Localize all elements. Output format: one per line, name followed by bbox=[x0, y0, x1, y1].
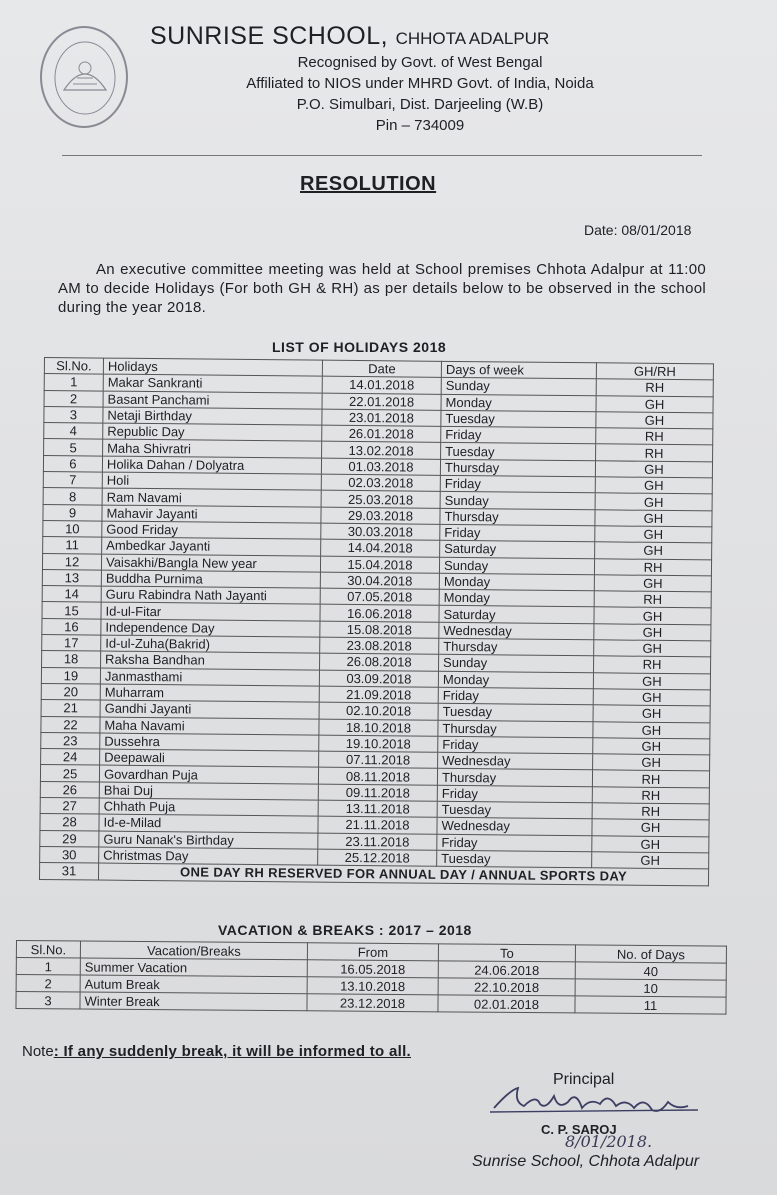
table-cell: RH bbox=[596, 379, 713, 396]
page-title: RESOLUTION bbox=[300, 173, 437, 195]
table-cell: 02.01.2018 bbox=[438, 995, 575, 1013]
table-cell: 25.03.2018 bbox=[321, 491, 440, 508]
table-cell: Friday bbox=[438, 736, 593, 754]
table-cell: Tuesday bbox=[441, 443, 596, 461]
document-date: Date: 08/01/2018 bbox=[584, 222, 692, 238]
table-cell: 23.01.2018 bbox=[322, 409, 441, 426]
table-cell: 15 bbox=[42, 602, 101, 619]
table-cell: 24.06.2018 bbox=[438, 961, 575, 979]
table-cell: 7 bbox=[43, 472, 102, 489]
table-cell: Friday bbox=[441, 427, 596, 445]
holidays-caption: LIST OF HOLIDAYS 2018 bbox=[272, 339, 447, 355]
header-divider bbox=[62, 155, 702, 156]
intro-text: An executive committee meeting was held at School premises Chhota Adalpur at 11:00 AM to decide Holidays (For both GH & RH) as per details below to be observed in the school during the year 2018. bbox=[58, 261, 706, 316]
table-cell: Muharram bbox=[100, 684, 319, 702]
table-cell: Id-ul-Fitar bbox=[101, 603, 320, 621]
table-cell: 15.04.2018 bbox=[320, 556, 439, 573]
table-cell: GH bbox=[593, 689, 710, 706]
table-cell: 30.03.2018 bbox=[321, 523, 440, 540]
table-cell: 25.12.2018 bbox=[318, 849, 437, 866]
table-cell: Thursday bbox=[440, 508, 595, 526]
table-cell: Holika Dahan / Dolyatra bbox=[102, 456, 321, 474]
table-cell: GH bbox=[592, 819, 709, 836]
table-cell: GH bbox=[593, 705, 710, 722]
table-cell: 08.11.2018 bbox=[318, 768, 437, 785]
table-cell: 22.10.2018 bbox=[438, 978, 575, 996]
table-cell: Republic Day bbox=[103, 423, 322, 441]
table-cell: 12 bbox=[42, 553, 101, 570]
table-cell: Sunday bbox=[441, 378, 596, 396]
table-cell: 23 bbox=[41, 732, 100, 749]
table-cell: 17 bbox=[42, 635, 101, 652]
table-cell: Id-e-Milad bbox=[99, 814, 318, 832]
table-cell: Chhath Puja bbox=[99, 798, 318, 816]
table-cell: 10 bbox=[575, 979, 726, 997]
signatory-role: Principal bbox=[553, 1071, 615, 1088]
table-cell: Autum Break bbox=[80, 975, 307, 994]
table-cell: Vaisakhi/Bangla New year bbox=[101, 554, 320, 572]
vacation-table bbox=[15, 940, 727, 1015]
table-cell: GH bbox=[595, 509, 712, 526]
table-cell: Friday bbox=[438, 687, 593, 705]
table-cell: Christmas Day bbox=[99, 847, 318, 865]
col-header-day: Days of week bbox=[441, 361, 596, 379]
table-cell: 19.10.2018 bbox=[319, 735, 438, 752]
table-cell: 16.06.2018 bbox=[320, 605, 439, 622]
reserved-day-note: ONE DAY RH RESERVED FOR ANNUAL DAY / ANNUAL SPORTS DAY bbox=[98, 863, 708, 885]
table-cell: Holi bbox=[102, 472, 321, 490]
table-cell: Basant Panchami bbox=[103, 391, 322, 409]
table-cell: 21.11.2018 bbox=[318, 816, 437, 833]
table-cell: 31 bbox=[39, 863, 98, 880]
table-cell: 21.09.2018 bbox=[319, 686, 438, 703]
table-cell: GH bbox=[595, 477, 712, 494]
table-cell: RH bbox=[594, 558, 711, 575]
table-cell: 22 bbox=[41, 716, 100, 733]
signatory-name: C. P. SAROJ bbox=[541, 1122, 617, 1137]
table-cell: Monday bbox=[438, 671, 593, 689]
table-cell: RH bbox=[592, 770, 709, 787]
note-text: : If any suddenly break, it will be informed to all. bbox=[53, 1043, 412, 1060]
table-cell: RH bbox=[593, 656, 710, 673]
table-cell: 19 bbox=[41, 667, 100, 684]
table-cell: Makar Sankranti bbox=[103, 374, 322, 392]
table-cell: 6 bbox=[43, 455, 102, 472]
table-cell: Friday bbox=[437, 785, 592, 803]
table-cell: Monday bbox=[439, 573, 594, 591]
col-header-from: From bbox=[307, 943, 438, 961]
table-cell: GH bbox=[595, 493, 712, 510]
holidays-body bbox=[39, 374, 713, 886]
table-cell: 02.10.2018 bbox=[319, 702, 438, 719]
table-cell: 01.03.2018 bbox=[321, 458, 440, 475]
vacation-caption: VACATION & BREAKS : 2017 – 2018 bbox=[218, 922, 472, 938]
table-cell: Wednesday bbox=[437, 818, 592, 836]
table-cell: 11 bbox=[43, 537, 102, 554]
table-cell: 23.12.2018 bbox=[307, 994, 438, 1012]
table-cell: Netaji Birthday bbox=[103, 407, 322, 425]
table-cell: 1 bbox=[16, 958, 80, 976]
col-header-to: To bbox=[438, 944, 575, 962]
table-cell: RH bbox=[592, 787, 709, 804]
table-cell: 29 bbox=[40, 830, 99, 847]
school-location: CHHOTA ADALPUR bbox=[395, 29, 550, 48]
col-header-slno: Sl.No. bbox=[16, 941, 80, 959]
handwritten-signature bbox=[488, 1080, 703, 1125]
table-cell: Raksha Bandhan bbox=[101, 651, 320, 669]
table-cell: 18 bbox=[42, 651, 101, 668]
table-cell: Wednesday bbox=[438, 752, 593, 770]
school-name-text: SUNRISE SCHOOL, bbox=[150, 22, 389, 50]
intro-paragraph bbox=[58, 260, 706, 317]
table-cell: GH bbox=[594, 575, 711, 592]
table-cell: GH bbox=[593, 672, 710, 689]
table-cell: Sunday bbox=[440, 492, 595, 510]
note-line bbox=[22, 1043, 411, 1060]
table-cell: Guru Rabindra Nath Jayanti bbox=[101, 586, 320, 604]
table-cell: 8 bbox=[43, 488, 102, 505]
table-cell: 21 bbox=[41, 700, 100, 717]
table-cell: Friday bbox=[437, 834, 592, 852]
table-cell: 26.08.2018 bbox=[320, 654, 439, 671]
table-cell: Maha Navami bbox=[100, 717, 319, 735]
table-cell: 02.03.2018 bbox=[321, 474, 440, 491]
table-cell: GH bbox=[595, 542, 712, 559]
col-header-type: GH/RH bbox=[596, 363, 713, 380]
table-cell: 27 bbox=[40, 798, 99, 815]
table-cell: Govardhan Puja bbox=[99, 765, 318, 783]
vacation-body bbox=[16, 958, 726, 1015]
table-cell: GH bbox=[592, 852, 709, 869]
table-cell: Guru Nanak's Birthday bbox=[99, 831, 318, 849]
table-cell: 07.11.2018 bbox=[319, 751, 438, 768]
table-cell: 11 bbox=[575, 996, 726, 1014]
table-cell: Tuesday bbox=[438, 704, 593, 722]
col-header-vacation: Vacation/Breaks bbox=[80, 941, 307, 960]
table-cell: Mahavir Jayanti bbox=[102, 505, 321, 523]
table-cell: 20 bbox=[41, 683, 100, 700]
table-cell: 14 bbox=[42, 586, 101, 603]
table-cell: Monday bbox=[439, 589, 594, 607]
school-seal bbox=[40, 26, 128, 128]
table-cell: 3 bbox=[44, 406, 103, 423]
table-cell: 07.05.2018 bbox=[320, 588, 439, 605]
table-cell: GH bbox=[595, 526, 712, 543]
table-cell: 14.04.2018 bbox=[321, 539, 440, 556]
table-cell: 18.10.2018 bbox=[319, 719, 438, 736]
signed-date: 8/01/2018. bbox=[565, 1132, 653, 1151]
table-cell: Saturday bbox=[440, 541, 595, 559]
table-cell: Ram Navami bbox=[102, 488, 321, 506]
table-cell: 2 bbox=[16, 975, 80, 993]
table-cell: 03.09.2018 bbox=[319, 670, 438, 687]
table-cell: 29.03.2018 bbox=[321, 507, 440, 524]
table-cell: GH bbox=[594, 607, 711, 624]
table-cell: Monday bbox=[441, 394, 596, 412]
col-header-holidays: Holidays bbox=[103, 358, 322, 376]
table-cell: Thursday bbox=[439, 638, 594, 656]
table-cell: Thursday bbox=[438, 720, 593, 738]
table-cell: RH bbox=[592, 803, 709, 820]
table-cell: GH bbox=[596, 412, 713, 429]
col-header-days: No. of Days bbox=[575, 945, 726, 963]
table-cell: 1 bbox=[44, 374, 103, 391]
table-cell: Thursday bbox=[437, 769, 592, 787]
table-cell: 25 bbox=[40, 765, 99, 782]
table-cell: 28 bbox=[40, 814, 99, 831]
table-cell: 13.11.2018 bbox=[318, 800, 437, 817]
table-cell: 5 bbox=[44, 439, 103, 456]
table-cell: Sunday bbox=[439, 557, 594, 575]
table-cell: Tuesday bbox=[437, 801, 592, 819]
table-cell: Janmasthami bbox=[100, 668, 319, 686]
table-cell: 23.08.2018 bbox=[320, 637, 439, 654]
table-cell: Tuesday bbox=[437, 850, 592, 868]
table-cell: RH bbox=[596, 428, 713, 445]
address-line: P.O. Simulbari, Dist. Darjeeling (W.B) bbox=[296, 96, 544, 113]
signatory-institution: Sunrise School, Chhota Adalpur bbox=[472, 1153, 700, 1170]
table-cell: GH bbox=[595, 461, 712, 478]
table-cell: 15.08.2018 bbox=[320, 621, 439, 638]
table-cell: Sunday bbox=[439, 655, 594, 673]
table-cell: GH bbox=[594, 640, 711, 657]
table-cell: RH bbox=[594, 591, 711, 608]
table-cell: GH bbox=[596, 395, 713, 412]
table-cell: 23.11.2018 bbox=[318, 833, 437, 850]
table-cell: Deepawali bbox=[100, 749, 319, 767]
table-cell: Tuesday bbox=[441, 410, 596, 428]
table-cell: Saturday bbox=[439, 606, 594, 624]
recognition-line: Recognised by Govt. of West Bengal bbox=[297, 54, 543, 71]
table-cell: 30.04.2018 bbox=[320, 572, 439, 589]
table-cell: Id-ul-Zuha(Bakrid) bbox=[101, 635, 320, 653]
holidays-table bbox=[39, 357, 714, 886]
affiliation-line: Affiliated to NIOS under MHRD Govt. of India, Noida bbox=[246, 75, 594, 92]
table-cell: Independence Day bbox=[101, 619, 320, 637]
table-cell: Dussehra bbox=[100, 733, 319, 751]
table-cell: GH bbox=[593, 754, 710, 771]
table-cell: Winter Break bbox=[80, 992, 307, 1011]
table-cell: GH bbox=[594, 624, 711, 641]
table-cell: 16.05.2018 bbox=[307, 960, 438, 978]
table-cell: RH bbox=[596, 444, 713, 461]
table-cell: 2 bbox=[44, 390, 103, 407]
table-cell: Summer Vacation bbox=[80, 958, 307, 977]
seal-emblem-icon bbox=[42, 28, 128, 128]
table-cell: 13 bbox=[42, 569, 101, 586]
table-cell: Friday bbox=[440, 475, 595, 493]
table-cell: Good Friday bbox=[102, 521, 321, 539]
table-cell: Bhai Duj bbox=[99, 782, 318, 800]
table-cell: Maha Shivratri bbox=[103, 440, 322, 458]
table-cell: 3 bbox=[16, 992, 80, 1010]
table-cell: 16 bbox=[42, 618, 101, 635]
table-cell: 13.02.2018 bbox=[322, 442, 441, 459]
table-cell: 22.01.2018 bbox=[322, 393, 441, 410]
table-cell: 24 bbox=[41, 749, 100, 766]
table-cell: Gandhi Jayanti bbox=[100, 700, 319, 718]
table-cell: GH bbox=[593, 721, 710, 738]
table-cell: 10 bbox=[43, 520, 102, 537]
table-cell: Wednesday bbox=[439, 622, 594, 640]
table-cell: Friday bbox=[440, 524, 595, 542]
table-cell: 26 bbox=[40, 781, 99, 798]
table-cell: 9 bbox=[43, 504, 102, 521]
col-header-date: Date bbox=[322, 360, 441, 377]
table-cell: 14.01.2018 bbox=[322, 376, 441, 393]
table-cell: 09.11.2018 bbox=[318, 784, 437, 801]
table-cell: 4 bbox=[44, 423, 103, 440]
table-cell: GH bbox=[592, 835, 709, 852]
school-name bbox=[150, 22, 549, 51]
table-cell: Thursday bbox=[440, 459, 595, 477]
table-cell: 26.01.2018 bbox=[322, 425, 441, 442]
table-cell: 40 bbox=[575, 962, 726, 980]
table-cell: Ambedkar Jayanti bbox=[102, 537, 321, 555]
pin-line: Pin – 734009 bbox=[375, 117, 465, 134]
table-cell: GH bbox=[593, 738, 710, 755]
table-cell: 30 bbox=[40, 846, 99, 863]
table-cell: 13.10.2018 bbox=[307, 977, 438, 995]
col-header-slno: Sl.No. bbox=[44, 358, 103, 375]
table-cell: Buddha Purnima bbox=[101, 570, 320, 588]
note-label: Note bbox=[22, 1043, 54, 1060]
